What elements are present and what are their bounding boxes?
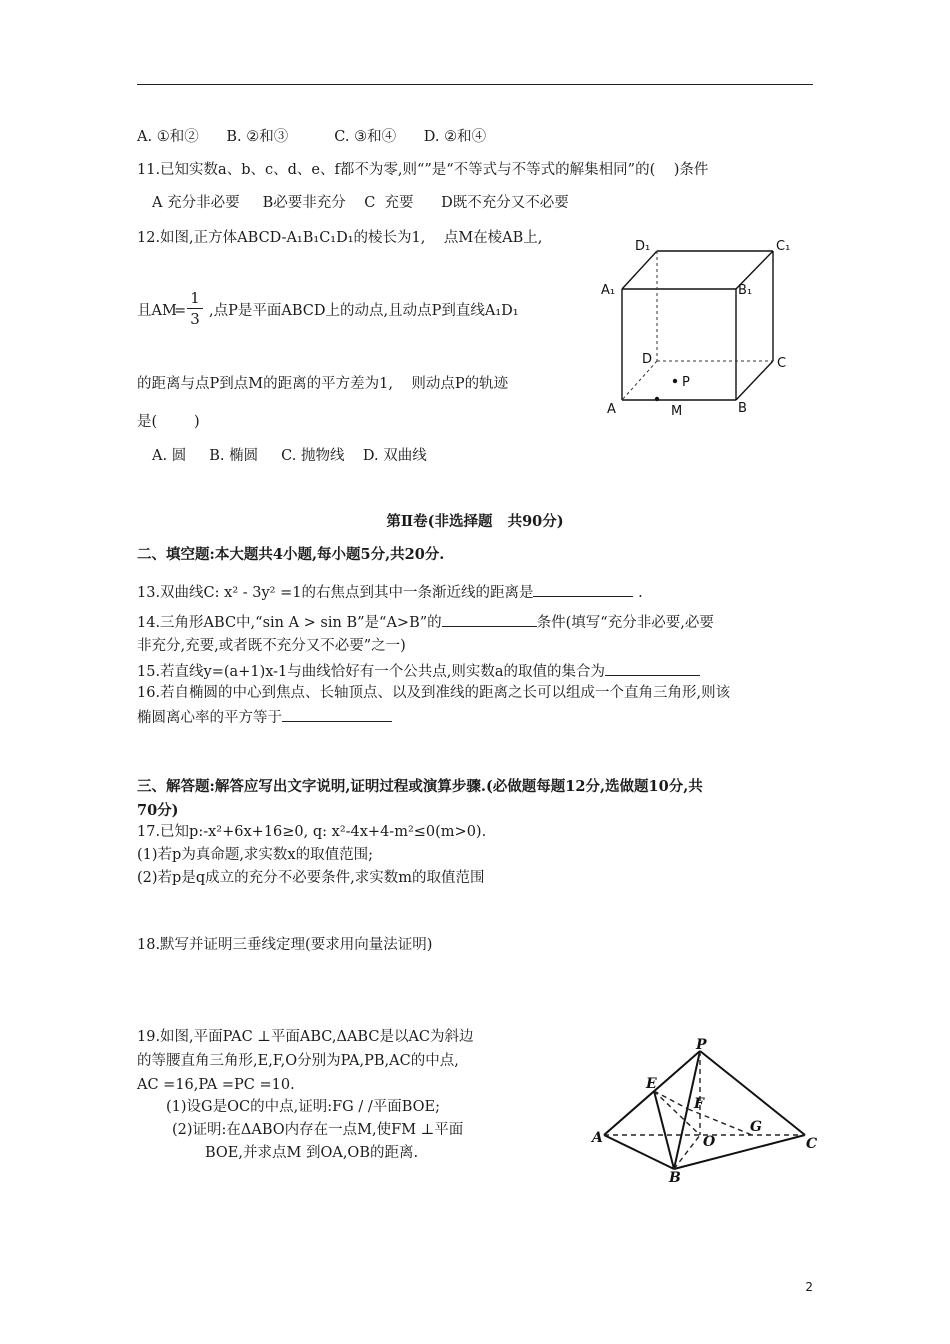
q12-frac-num: 1 [190,289,200,307]
q14-stem: 14.三角形ABC中,“sin A > sin B”是“A>B”的 [137,615,442,631]
q13-post: . [633,585,643,601]
q12-line2-pre: 且AM [137,303,177,319]
edge-ab [604,1135,674,1169]
q16-stem: 椭圆离心率的平方等于 [137,710,282,726]
label-g: G [750,1119,762,1135]
label-f: F [694,1096,704,1112]
q12-line3: 的距离与点P到点M的距离的平方差为1, 则动点P的轨迹 [137,376,509,392]
page-number: 2 [805,1280,813,1294]
label-d: D [642,352,653,367]
label-c: C [777,356,787,371]
q19-part2b: BOE,并求点M 到OA,OB的距离. [205,1145,419,1161]
q17-stem: 17.已知p:-x²+6x+16≥0, q: x²-4x+4-m²≤0(m>0). [137,824,487,840]
label-c1: C₁ [776,239,791,254]
q16-line2 [137,707,392,727]
q19-line3: AC =16,PA =PC =10. [137,1077,295,1093]
label-p: P [682,375,690,390]
edge-bc [674,1135,805,1169]
point-p [673,379,677,383]
q14-line2: 非充分,充要,或者既不充分又不必要”之一) [137,638,406,654]
pyramid-figure [590,1036,820,1186]
q11-options: A 充分非必要 B必要非充分 C 充要 D既不充分又不必要 [152,195,569,211]
edge-bc [736,361,773,400]
q16-line1: 16.若自椭圆的中心到焦点、长轴顶点、以及到准线的距离之长可以组成一个直角三角形,则该 [137,685,731,701]
label-m: M [671,404,683,419]
label-p: P [696,1037,707,1053]
q19-part2a: (2)证明:在ΔABO内存在一点M,使FM ⊥平面 [172,1122,464,1138]
q14-post: 条件(填写“充分非必要,必要 [536,615,714,631]
label-b: B [669,1170,681,1186]
label-b1: B₁ [738,283,753,298]
q11-stem: 11.已知实数a、b、c、d、e、f都不为零,则“”是“不等式与不等式的解集相同”的( )条件 [137,162,709,178]
q12-equals: = [174,303,187,319]
q18: 18.默写并证明三垂线定理(要求用向量法证明) [137,937,433,953]
edge-ap [604,1051,700,1135]
label-d1: D₁ [635,239,651,254]
q19-line1: 19.如图,平面PAC ⊥平面ABC,ΔABC是以AC为斜边 [137,1029,474,1045]
part2-title: 第Ⅱ卷(非选择题 共90分) [386,513,564,530]
section3-line2: 70分) [137,802,179,819]
q15-blank [605,661,700,676]
edge-d1a1 [622,251,657,289]
q12-line1: 12.如图,正方体ABCD-A₁B₁C₁D₁的棱长为1, 点M在棱AB上, [137,230,543,246]
label-e: E [646,1076,657,1092]
q17-part1: (1)若p为真命题,求实数x的取值范围; [137,847,373,863]
point-m [655,397,659,401]
q12-frac-den: 3 [190,310,200,328]
label-a: A [607,402,616,417]
header-rule [137,84,813,85]
q12-frac-bar [187,308,203,309]
q12-line4: 是( ) [137,414,200,430]
section2-title: 二、填空题:本大题共4小题,每小题5分,共20分. [137,546,445,563]
label-a: A [592,1130,603,1146]
q16-blank [282,707,392,722]
edge-eb [654,1091,674,1169]
section3-line1: 三、解答题:解答应写出文字说明,证明过程或演算步骤.(必做题每题12分,选做题10分,共 [137,778,703,795]
q12-options: A. 圆 B. 椭圆 C. 抛物线 D. 双曲线 [152,448,427,464]
q13-stem: 13.双曲线C: x² - 3y² =1的右焦点到其中一条渐近线的距离是 [137,585,534,601]
q10-options: A. ①和② B. ②和③ C. ③和④ D. ②和④ [137,129,487,145]
label-c: C [806,1136,818,1152]
q13 [137,582,643,602]
q12-fraction [187,289,203,328]
q14-line1 [137,612,714,632]
q13-blank [533,582,633,597]
dashed-fg [688,1109,752,1135]
q14-blank [442,612,537,627]
q12-line2-post: ,点P是平面ABCD上的动点,且动点P到直线A₁D₁ [209,303,519,319]
label-b: B [738,401,747,416]
q17-part2: (2)若p是q成立的充分不必要条件,求实数m的取值范围 [137,870,485,886]
q19-part1: (1)设G是OC的中点,证明:FG / /平面BOE; [166,1099,441,1115]
q15 [137,661,700,681]
label-a1: A₁ [601,283,616,298]
q19-line2: 的等腰直角三角形,E,F,O分别为PA,PB,AC的中点, [137,1053,459,1069]
label-o: O [703,1134,716,1150]
cube-figure [595,232,800,422]
q15-stem: 15.若直线y=(a+1)x-1与曲线恰好有一个公共点,则实数a的取值的集合为 [137,664,606,680]
